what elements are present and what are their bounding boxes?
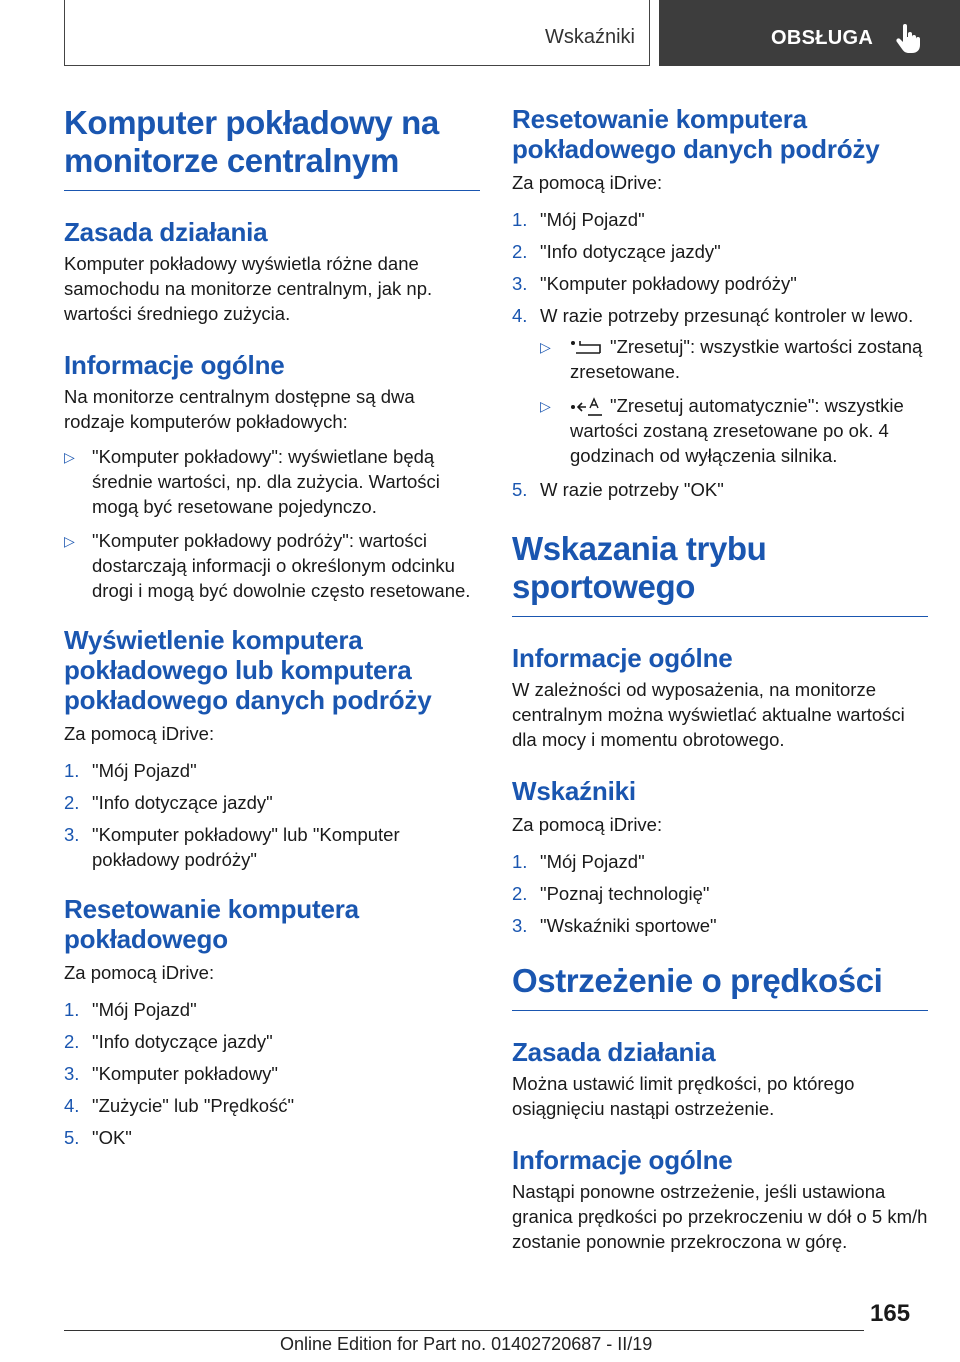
list-item: 2. "Poznaj technologię" [512,883,710,904]
heading-zasada-dzialania: Zasada działania [64,217,268,247]
steps-list [64,758,480,872]
intro-idrive: Za pomocą iDrive: [64,723,215,744]
heading-wyswietlenie: Wyświetlenie komputera pokładowego lub komputera pokładowego danych podróży [64,625,432,715]
header-chapter-label: OBSŁUGA [771,27,874,49]
paragraph-limit: Można ustawić limit prędkości, po którego osiągnięciu nastąpi ostrzeżenie. [512,1073,855,1119]
list-item: 1. "Mój Pojazd" [512,209,645,230]
paragraph-ponowne: Nastąpi ponowne ostrzeżenie, jeśli ustawiona granica prędkości po przekroczeniu w dół o 5 km/h zostanie ponownie przekroczona w górę. [512,1181,928,1252]
list-item: 4. W razie potrzeby przesunąć kontroler w lewo. ▷ "Zresetuj": wszystkie wartości zostaną zresetowane. ▷ "Zresetuj automatycznie": wszystkie wartości zostaną zresetowane po ok. 4 godzinach od wyłączenia silnika. [512,303,928,468]
triangle-bullet-icon: ▷ [64,533,75,549]
list-item: 1. "Mój Pojazd" [512,851,645,872]
title-wskazania-trybu: Wskazania trybu sportowego [512,530,928,617]
reset-icon [570,339,604,357]
list-item: ▷ "Komputer pokładowy podróży": wartości dostarczają informacji o określonym odcinku drogi i mogą być dowolnie często resetowane. [64,530,471,601]
intro-idrive: Za pomocą iDrive: [512,172,663,193]
header-chapter-tab [659,0,960,66]
footer-divider [64,1330,864,1331]
intro-idrive: Za pomocą iDrive: [64,962,215,983]
heading-informacje-ogolne: Informacje ogólne [64,350,285,380]
list-item: 4. "Zużycie" lub "Prędkość" [64,1095,295,1116]
page-number: 165 [870,1300,911,1327]
heading-informacje-ogolne: Informacje ogólne [512,1145,733,1175]
heading-wskazniki: Wskaźniki [512,776,636,806]
list-item: ▷ "Zresetuj": wszystkie wartości zostaną zresetowane. [540,336,923,382]
title-ostrzezenie: Ostrzeżenie o prędkości [512,962,928,1011]
list-item: ▷ "Komputer pokładowy": wyświetlane będą średnie wartości, np. dla zużycia. Wartości mogą być resetowane pojedynczo. [64,446,440,517]
triangle-bullet-icon: ▷ [540,398,551,414]
list-item: 3. "Wskaźniki sportowe" [512,915,717,936]
list-item: 2. "Info dotyczące jazdy" [512,241,721,262]
list-item: 1. "Mój Pojazd" [64,999,197,1020]
page-title: Komputer pokładowy na monitorze centralnym [64,104,480,191]
steps-list [64,997,480,1150]
paragraph-informacje: Na monitorze centralnym dostępne są dwa rodzaje komputerów pokładowych: [64,386,415,432]
list-item: 3. "Komputer pokładowy podróży" [512,273,797,294]
bullet-list [64,444,480,603]
auto-reset-icon [570,397,604,417]
heading-resetowanie-podrozy: Resetowanie komputera pokładowego danych podróży [512,104,880,164]
paragraph-sport: W zależności od wyposażenia, na monitorze centralnym można wyświetlać aktualne wartości dla mocy i momentu obrotowego. [512,679,905,750]
left-column [64,104,480,1157]
heading-resetowanie-komputera: Resetowanie komputera pokładowego [64,894,359,954]
right-column [512,104,928,1254]
steps-list [512,207,928,502]
sub-bullet-list [540,334,928,468]
footer-edition: Online Edition for Part no. 01402720687 - II/19 [280,1334,653,1354]
heading-informacje-ogolne: Informacje ogólne [512,643,733,673]
steps-list [512,849,928,938]
heading-zasada-dzialania: Zasada działania [512,1037,716,1067]
list-item: 1. "Mój Pojazd" [64,760,197,781]
header-section-label: Wskaźniki [544,26,635,48]
intro-idrive: Za pomocą iDrive: [512,814,663,835]
list-item: 2. "Info dotyczące jazdy" [64,792,273,813]
list-item: 3. "Komputer pokładowy" [64,1063,278,1084]
triangle-bullet-icon: ▷ [64,449,75,465]
list-item: 2. "Info dotyczące jazdy" [64,1031,273,1052]
list-item: 3. "Komputer pokładowy" lub "Komputer pokładowy podróży" [64,824,400,870]
list-item: ▷ "Zresetuj automatycznie": wszystkie wartości zostaną zresetowane po ok. 4 godzinach od wyłączenia silnika. [540,395,904,466]
paragraph-zasada: Komputer pokładowy wyświetla różne dane samochodu na monitorze centralnym, jak np. wartości średniego zużycia. [64,253,433,324]
list-item: 5. "OK" [64,1127,132,1148]
header-section-tab [64,0,650,66]
triangle-bullet-icon: ▷ [540,339,551,355]
list-item: 5. W razie potrzeby "OK" [512,479,724,500]
hand-pointer-icon [895,24,921,54]
